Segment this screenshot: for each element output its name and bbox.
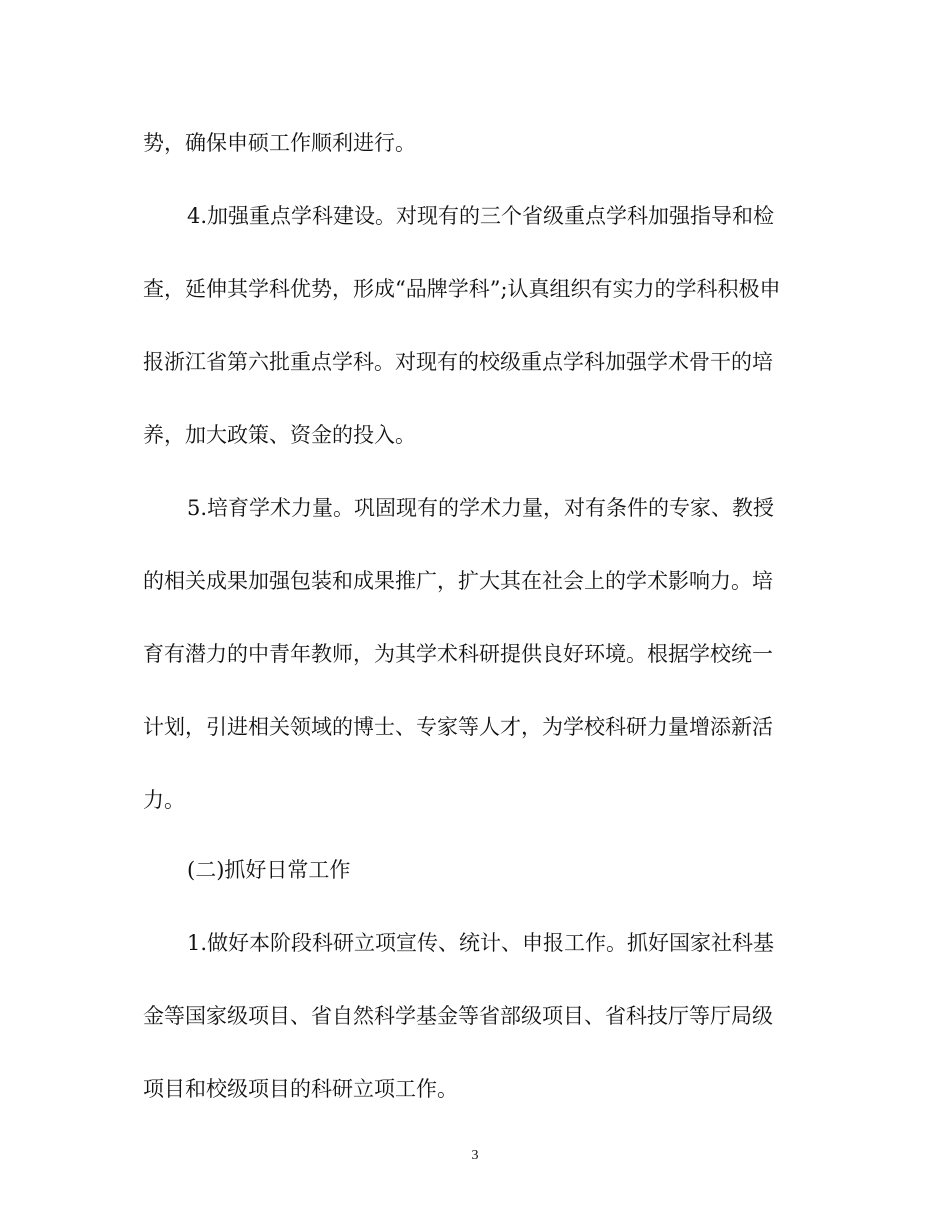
page-number: 3 [471,1148,479,1163]
text-line: 计划，引进相关领域的博士、专家等人才，为学校科研力量增添新活 [143,715,773,739]
text-line: 报浙江省第六批重点学科。对现有的校级重点学科加强学术骨干的培 [143,350,773,374]
text-line: 4.加强重点学科建设。对现有的三个省级重点学科加强指导和检 [187,204,775,228]
text-line: 的相关成果加强包装和成果推广，扩大其在社会上的学术影响力。培 [143,569,773,593]
text-line: 养，加大政策、资金的投入。 [143,423,416,447]
text-line: 1.做好本阶段科研立项宣传、统计、申报工作。抓好国家社科基 [187,931,775,955]
text-line: 力。 [143,788,185,812]
section-heading: (二)抓好日常工作 [187,858,351,882]
text-line: 育有潜力的中青年教师，为其学术科研提供良好环境。根据学校统一 [143,642,773,666]
text-line: 金等国家级项目、省自然科学基金等省部级项目、省科技厅等厅局级 [143,1004,773,1028]
text-line: 5.培育学术力量。巩固现有的学术力量，对有条件的专家、教授 [187,496,775,520]
text-line: 查，延伸其学科优势，形成“品牌学科”;认真组织有实力的学科积极申 [143,277,781,301]
text-line: 势，确保申硕工作顺利进行。 [143,131,416,155]
text-line: 项目和校级项目的科研立项工作。 [143,1077,458,1101]
